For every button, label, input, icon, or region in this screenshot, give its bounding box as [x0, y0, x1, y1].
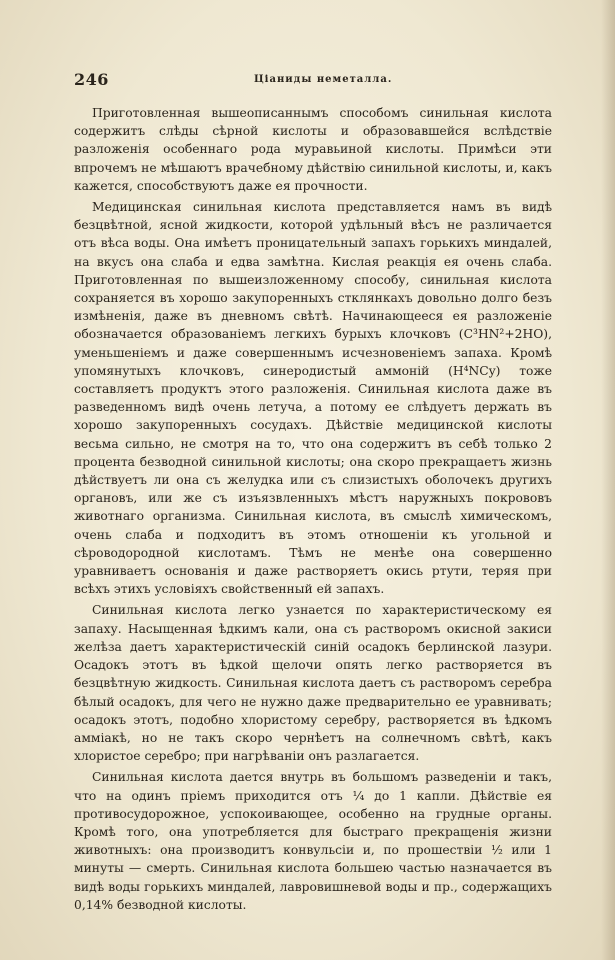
paragraph-preparation: Приготовленная вышеописаннымъ способомъ синильная кислота содержитъ слѣды сѣрной кислоты и образовавшейся вслѣдствіе разложенія особеннаго рода муравьиной кислоты. Примѣси эти впрочемъ не мѣшаютъ врачебному дѣйствію синильной кислоты, и, какъ кажется, способствуютъ даже ея прочности. — [74, 106, 552, 193]
running-title: Ціаниды неметалла. — [254, 74, 393, 85]
page-number: 246 — [74, 70, 109, 89]
page-header — [74, 70, 554, 92]
paragraph-detection: Синильная кислота легко узнается по характеристическому ея запаху. Насыщенная ѣдкимъ кали, она съ растворомъ окисной закиси желѣза даетъ характеристическій синій осадокъ берлинской лазури. Осадокъ этотъ въ ѣдкой щелочи опять легко растворяется въ безцвѣтную жидкость. Синильная кислота даетъ съ растворомъ серебра бѣлый осадокъ, для чего не нужно даже предварительно ее уравнивать; осадокъ этотъ, подобно хлористому серебру, растворяется въ ѣдкомъ амміакѣ, но не такъ скоро чернѣетъ на солнечномъ свѣтѣ, какъ хлористое серебро; при нагрѣваніи онъ разлагается. — [74, 603, 552, 764]
paragraph-dosage: Синильная кислота дается внутрь въ большомъ разведеніи и такъ, что на одинъ пріемъ приходится отъ ¼ до 1 капли. Дѣйствіе ея противосудорожное, успокоивающее, особенно на грудные органы. Кромѣ того, она употребляется для быстраго прекращенія жизни животныхъ: она производитъ конвульсіи и, по прошествіи ½ или 1 минуты — смерть. Синильная кислота большею частью назначается въ видѣ воды горькихъ миндалей, лавровишневой воды и пр., содержащихъ 0,14% безводной кислоты. — [74, 770, 552, 912]
body-text — [74, 104, 552, 917]
page-edge-shadow — [601, 0, 615, 960]
paragraph-properties: Медицинская синильная кислота представляется намъ въ видѣ безцвѣтной, ясной жидкости, которой удѣльный вѣсъ не различается отъ вѣса воды. Она имѣетъ проницательный запахъ горькихъ миндалей, на вкусъ она слаба и едва замѣтна. Кислая реакція ея очень слаба. Приготовленная по вышеизложенному способу, синильная кислота сохраняется въ хорошо закупоренныхъ стклянкахъ довольно долго безъ измѣненія, даже въ дневномъ свѣтѣ. Начинающееся ея разложеніе обозначается образованіемъ легкихъ бурыхъ клочковъ (C³HN²+2HO), уменьшеніемъ и даже совершеннымъ исчезновеніемъ запаха. Кромѣ упомянутыхъ клочковъ, синеродистый аммоній (H⁴NCy) тоже составляетъ продуктъ этого разложенія. Синильная кислота даже въ разведенномъ видѣ очень летуча, а потому ее слѣдуетъ держать въ хорошо закупоренныхъ сосудахъ. Дѣйствіе медицинской кислоты весьма сильно, не смотря на то, что она содержитъ въ себѣ только 2 процента безводной синильной кислоты; она скоро прекращаетъ жизнь дѣйствуетъ ли она съ желудка или съ слизистыхъ оболочекъ другихъ органовъ, или же съ изъязвленныхъ мѣстъ наружныхъ покрововъ животнаго организма. Синильная кислота, въ смыслѣ химическомъ, очень слаба и подходитъ въ этомъ отношеніи къ угольной и сѣроводородной кислотамъ. Тѣмъ не менѣе она совершенно уравниваетъ основанія и даже растворяетъ окись ртути, теряя при всѣхъ этихъ условіяхъ свойственный ей запахъ. — [74, 200, 552, 597]
